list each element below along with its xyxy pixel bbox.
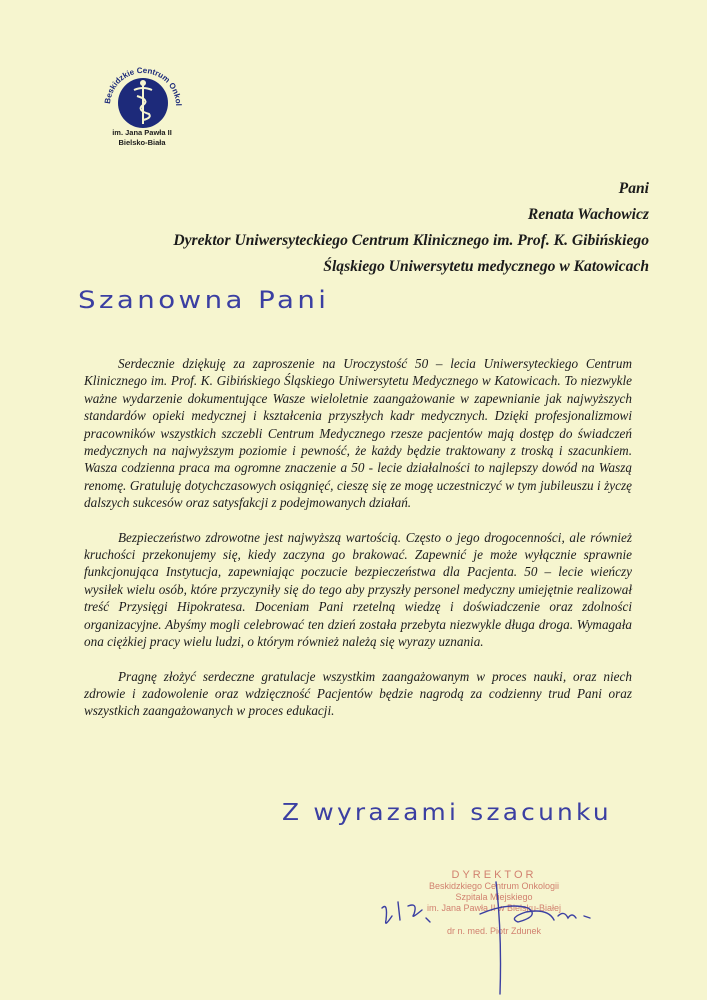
logo-line-2: Bielsko-Biała	[118, 138, 166, 147]
stamp-line-3: im. Jana Pawła II w Bielsku-Białej	[426, 903, 562, 913]
logo-line-1: im. Jana Pawła II	[112, 128, 172, 137]
stamp-line-4: dr n. med. Piotr Zdunek	[446, 926, 542, 936]
stamp-title: DYREKTOR	[451, 869, 537, 881]
letter-body	[84, 355, 632, 720]
signature	[378, 869, 608, 997]
recipient-line-1: Pani	[618, 180, 649, 197]
stamp-line-2: Szpitala Miejskiego	[455, 892, 533, 902]
recipient-block	[173, 176, 649, 280]
logo-caption	[96, 128, 188, 148]
recipient-line-4: Śląskiego Uniwersytetu medycznego w Katowicach	[323, 258, 649, 275]
stamp-line-1: Beskidzkiego Centrum Onkologii	[428, 881, 560, 891]
recipient-line-2: Renata Wachowicz	[527, 206, 649, 223]
salutation: Szanowna Pani	[78, 286, 330, 314]
logo-arc-text: Beskidzkie Centrum Onkol	[103, 65, 184, 107]
paragraph-1: Serdecznie dziękuję za zaproszenie na Uroczystość 50 – lecia Uniwersyteckiego Centrum Klinicznego im. Prof. K. Gibińskiego Śląskiego Uniwersytetu Medycznego w Katowicach. To niezwykle ważne wydarzenie dokumentujące Wasze wieloletnie zaangażowanie w zapewnianie jak najwyższych standardów opieki medycznej i kształcenia przyszłych kadr medycznych. Dzięki profesjonalizmowi pracowników wszystkich szczebli Centrum Medycznego rzesze pacjentów mają dostęp do świadczeń medycznych na najwyższym poziomie i pewność, że każdy będzie traktowany z troską i szacunkiem. Wasza codzienna praca ma ogromne znaczenie a 50 - lecie działalności to najlepszy dowód na Waszą renomę. Gratuluję dotychczasowych osiągnięć, cieszę się ze mogę uczestniczyć w tym jubileuszu i życzę dalszych sukcesów oraz satysfakcji z podejmowanych działań.	[84, 356, 632, 511]
paragraph-3: Pragnę złożyć serdeczne gratulacje wszystkim zaangażowanym w proces nauki, oraz niech zdrowie i zadowolenie oraz wdzięczność Pacjentów będzie nagrodą za codzienny trud Pani oraz wszystkich zaangażowanych w proces edukacji.	[84, 668, 632, 719]
closing: Z wyrazami szacunku	[282, 800, 612, 826]
recipient-line-3: Dyrektor Uniwersyteckiego Centrum Klinicznego im. Prof. K. Gibińskiego	[173, 232, 649, 249]
paragraph-2: Bezpieczeństwo zdrowotne jest najwyższą wartością. Często o jego drogocenności, ale również kruchości przekonujemy się, kiedy zaczyna go brakować. Zapewnić je może wyłącznie sprawnie funkcjonująca Instytucja, zapewniając poczucie bezpieczeństwa dla Pacjenta. 50 – lecie wieńczy wysiłek wielu osób, które przyczyniły się do tego aby przyszły personel medyczny umiejętnie realizował treść Przysięgi Hipokratesa. Doceniam Pani rzetelną wiedzę i doświadczenie oraz zdolności organizacyjne. Abyśmy mogli celebrować ten dzień została przebyta niezwykle długa droga. Wymagała ona ciężkiej pracy wielu ludzi, o którym również należą się wyrazy uznania.	[84, 529, 632, 650]
